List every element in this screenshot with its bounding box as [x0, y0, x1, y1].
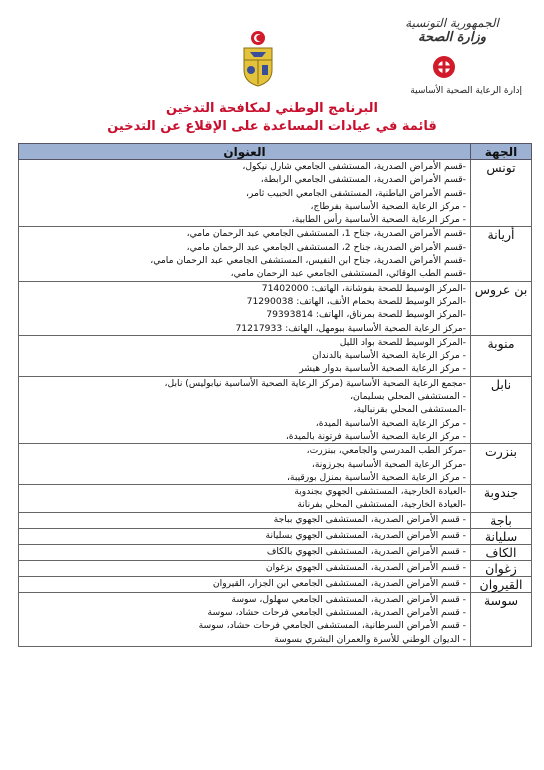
table-row [19, 444, 532, 485]
table-row [19, 592, 532, 646]
region-cell: بنزرت [471, 444, 532, 485]
address-line: -قسم الأمراض الصدرية، المستشفى الجامعي شارل نيكول، [242, 161, 466, 172]
program-title: البرنامج الوطني لمكافحة التدخين [165, 101, 378, 116]
address-line: -المركز الوسيط للصحة بفوشانة، الهاتف: 71402000 [261, 282, 466, 294]
address-line: -قسم الأمراض الصدرية، جناح 2، المستشفى الجامعي عبد الرحمان مامي، [186, 241, 466, 253]
address-line: - قسم الأمراض الصدرية، المستشفى الجامعي ابن الجزار، القيروان [212, 577, 466, 589]
address-line: -قسم الأمراض الصدرية، المستشفى الجامعي الرابطة، [260, 174, 466, 186]
region-column-header: الجهة [471, 144, 532, 160]
address-cell [19, 160, 471, 227]
region-cell: بن عروس [471, 281, 532, 335]
table-header-row [19, 144, 532, 160]
address-cell [19, 376, 471, 443]
address-line: - المستشفى المحلي بسليمان، [350, 391, 466, 403]
address-line: -قسم الأمراض الباطنية، المستشفى الجامعي الحبيب ثامر، [245, 187, 466, 199]
ministry-logo-icon [432, 54, 456, 84]
address-cell [19, 592, 471, 646]
clinics-table [18, 143, 532, 647]
region-cell: سوسة [471, 592, 532, 646]
list-title: قائمة في عيادات المساعدة على الإقلاع عن التدخين [107, 119, 437, 134]
address-line: -مركز الطب المدرسي والجامعي، ببنزرت، [306, 445, 466, 457]
table-row [19, 576, 532, 592]
address-line: - مركز الرعاية الصحية الأساسية بمنزل بورقيبة، [286, 471, 466, 483]
address-line: - مركز الرعاية الصحية الأساسية الميدة، [315, 417, 466, 429]
address-cell [19, 444, 471, 485]
address-line: -مجمع الرعاية الصحية الأساسية (مركز الرعاية الصحية الأساسية نيابوليس) نابل، [164, 377, 466, 389]
address-line: -قسم الأمراض الصدرية، جناح 1، المستشفى الجامعي عبد الرحمان مامي، [186, 228, 466, 240]
region-cell: تونس [471, 160, 532, 227]
ministry-header [382, 16, 522, 46]
table-row [19, 227, 532, 281]
address-line: - مركز الرعاية الصحية الأساسية بالدندان [312, 350, 466, 362]
table-row [19, 560, 532, 576]
address-line: - قسم الأمراض الصدرية، المستشفى الجهوي بزغوان [265, 561, 466, 573]
region-cell: سليانة [471, 528, 532, 544]
address-cell [19, 528, 471, 544]
address-line: - مركز الرعاية الصحية الأساسية بدوار هيشر [299, 363, 466, 375]
republic-text: الجمهورية التونسية [405, 16, 499, 30]
address-cell [19, 227, 471, 281]
address-line: - قسم الأمراض الصدرية، المستشفى الجامعي فرحات حشاد، سوسة [207, 607, 466, 619]
address-cell [19, 485, 471, 513]
address-line: -مركز الرعاية الصحية الأساسية ببومهل، الهاتف: 71217933 [235, 322, 466, 334]
region-cell: منوبة [471, 335, 532, 376]
tunisia-emblem-icon [238, 30, 278, 92]
region-cell: باجة [471, 512, 532, 528]
address-cell [19, 544, 471, 560]
address-cell [19, 335, 471, 376]
region-cell: زغوان [471, 560, 532, 576]
address-line: - قسم الأمراض الصدرية، المستشفى الجامعي سهلول، سوسة [231, 593, 466, 605]
address-line: - قسم الأمراض الصدرية، المستشفى الجهوي بباجة [273, 513, 466, 525]
address-line: -العيادة الخارجية، المستشفى الجهوي بجندوبة [294, 486, 466, 498]
region-cell: الكاف [471, 544, 532, 560]
table-row [19, 281, 532, 335]
address-line: - الديوان الوطني للأسرة والعمران البشري بسوسة [274, 633, 466, 645]
region-cell: نابل [471, 376, 532, 443]
table-row [19, 485, 532, 513]
address-column-header: العنوان [19, 144, 471, 160]
department-name: إدارة الرعاية الصحية الأساسية [410, 86, 522, 96]
address-cell [19, 576, 471, 592]
address-line: -المركز الوسيط للصحة بحمام الأنف، الهاتف: 71290038 [246, 295, 466, 307]
address-line: - مركز الرعاية الصحية الأساسية بفرطاج، [310, 200, 466, 212]
region-cell: القيروان [471, 576, 532, 592]
ministry-text: وزارة الصحة [418, 30, 486, 45]
table-row [19, 528, 532, 544]
address-cell [19, 512, 471, 528]
address-cell [19, 281, 471, 335]
table-row [19, 376, 532, 443]
address-line: -المركز الوسيط للصحة بواد الليل [339, 336, 466, 348]
table-row [19, 512, 532, 528]
address-cell [19, 560, 471, 576]
address-line: -العيادة الخارجية، المستشفى المحلي بفرنانة [297, 499, 466, 511]
region-cell: أريانة [471, 227, 532, 281]
address-line: -قسم الطب الوقائي، المستشفى الجامعي عبد الرحمان مامي، [230, 268, 466, 280]
table-row [19, 335, 532, 376]
address-line: - قسم الأمراض الصدرية، المستشفى الجهوي بسليانة [265, 529, 466, 541]
table-row [19, 160, 532, 227]
address-line: -المستشفى المحلي بقرنبالية، [353, 404, 466, 416]
address-line: -قسم الأمراض الصدرية، جناح ابن النفيس، المستشفى الجامعي عبد الرحمان مامي، [150, 255, 466, 267]
address-line: -المركز الوسيط للصحة بمرناق، الهاتف: 79393814 [266, 309, 466, 321]
address-line: - مركز الرعاية الصحية الأساسية فرتونة بالميدة، [285, 430, 466, 442]
region-cell: جندوبة [471, 485, 532, 513]
table-row [19, 544, 532, 560]
address-line: - قسم الأمراض الصدرية، المستشفى الجهوي بالكاف [266, 545, 466, 557]
address-line: - مركز الرعاية الصحية الأساسية رأس الطابية، [291, 214, 466, 226]
address-line: -مركز الرعاية الصحية الأساسية بجرزونة، [311, 458, 466, 470]
address-line: - قسم الأمراض السرطانية، المستشفى الجامعي فرحات حشاد، سوسة [198, 620, 466, 632]
